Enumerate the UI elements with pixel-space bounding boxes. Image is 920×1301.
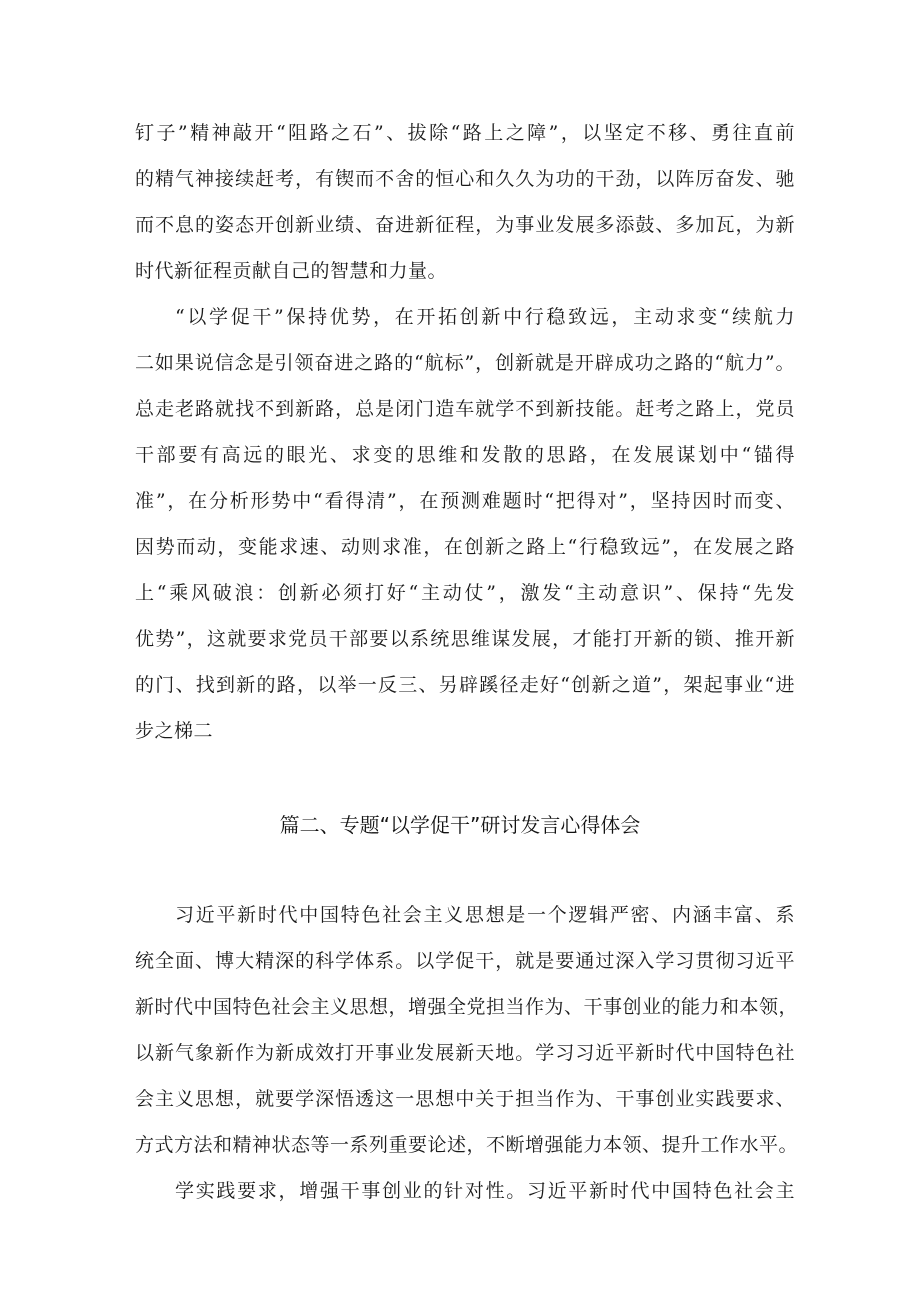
paragraph-line: 优势”，这就要求党员干部要以系统思维谋发展，才能打开新的锁、推开新 [135,628,795,650]
paragraph-line: 准”，在分析形势中“看得清”，在预测难题时“把得对”，坚持因时而变、 [135,490,795,512]
paragraph-line: “以学促干”保持优势，在开拓创新中行稳致远，主动求变“续航力 [175,306,795,328]
paragraph-line: 而不息的姿态开创新业绩、奋进新征程，为事业发展多添鼓、多加瓦，为新 [135,214,795,236]
paragraph-line: 统全面、博大精深的科学体系。以学促干，就是要通过深入学习贯彻习近平 [135,950,795,972]
paragraph-line: 总走老路就找不到新路，总是闭门造车就学不到新技能。赶考之路上，党员 [135,398,795,420]
paragraph-line: 的门、找到新的路，以举一反三、另辟蹊径走好“创新之道”，架起事业“进 [135,674,795,696]
paragraph-line: 的精气神接续赶考，有锲而不舍的恒心和久久为功的干劲，以阵厉奋发、驰 [135,168,795,190]
paragraph-line: 二如果说信念是引领奋进之路的“航标”，创新就是开辟成功之路的“航力”。 [135,352,795,374]
paragraph-line: 钉子”精神敲开“阻路之石”、拔除“路上之障”，以坚定不移、勇往直前 [135,122,795,144]
section-heading: 篇二、专题“以学促干”研讨发言心得体会 [279,813,641,837]
paragraph-line: 干部要有高远的眼光、求变的思维和发散的思路，在发展谋划中“锚得 [135,444,795,466]
paragraph-line: 时代新征程贡献自己的智慧和力量。 [135,260,448,282]
paragraph-line: 方式方法和精神状态等一系列重要论述，不断增强能力本领、提升工作水平。 [135,1134,799,1156]
paragraph-line: 学实践要求，增强干事创业的针对性。习近平新时代中国特色社会主 [175,1180,795,1202]
paragraph-line: 新时代中国特色社会主义思想，增强全党担当作为、干事创业的能力和本领， [135,996,799,1018]
paragraph-line: 因势而动，变能求速、动则求准，在创新之路上“行稳致远”，在发展之路 [135,536,795,558]
paragraph-line: 会主义思想，就要学深悟透这一思想中关于担当作为、干事创业实践要求、 [135,1088,795,1110]
paragraph-line: 以新气象新作为新成效打开事业发展新天地。学习习近平新时代中国特色社 [135,1042,795,1064]
paragraph-line: 习近平新时代中国特色社会主义思想是一个逻辑严密、内涵丰富、系 [175,904,795,926]
paragraph-line: 步之梯二 [135,720,214,742]
paragraph-line: 上“乘风破浪：创新必须打好“主动仗”，激发“主动意识”、保持“先发 [135,582,795,604]
